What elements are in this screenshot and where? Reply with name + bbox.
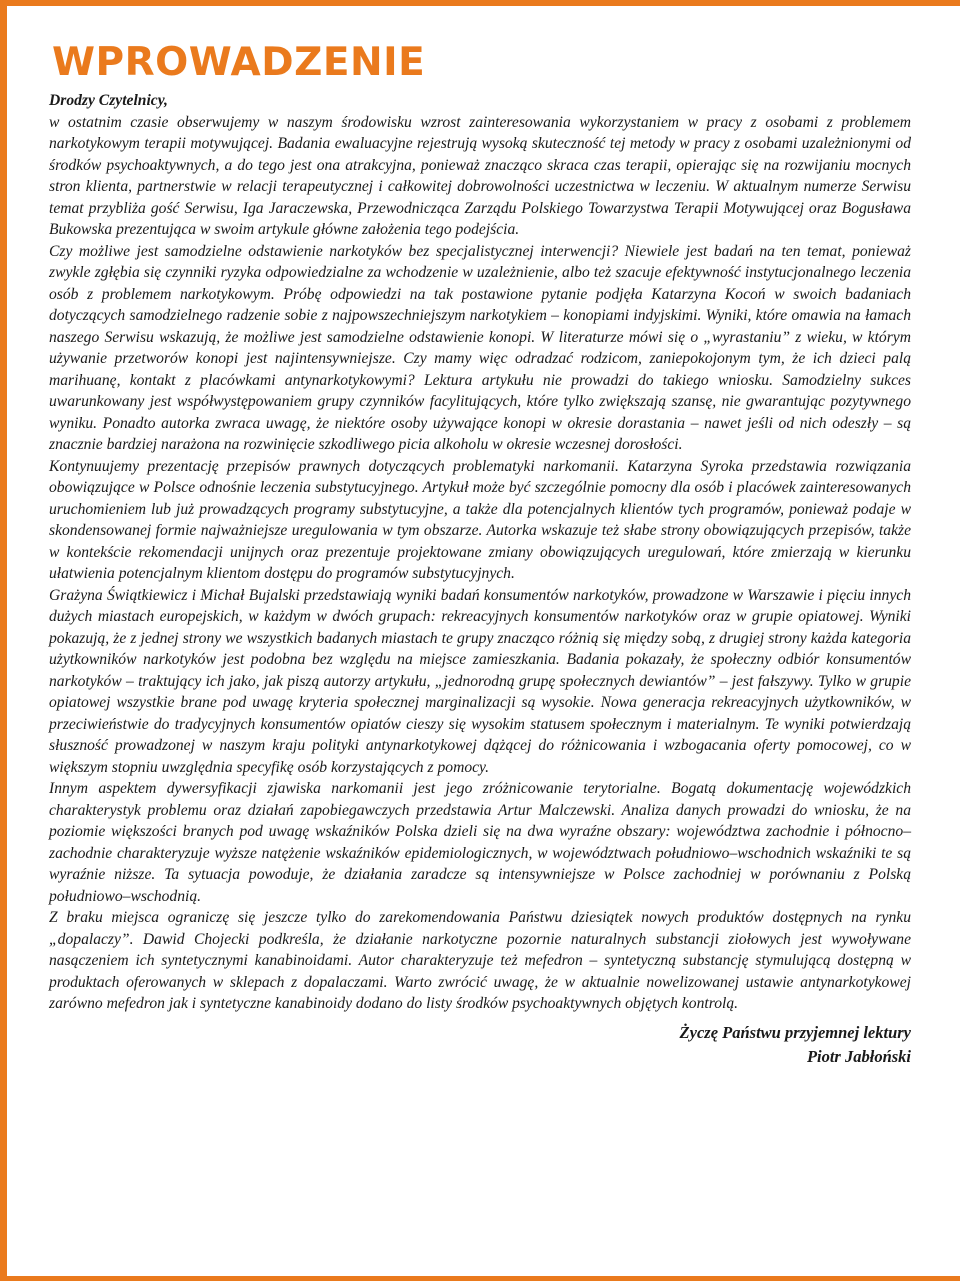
orange-frame-bottom xyxy=(0,1276,960,1281)
article-body xyxy=(49,90,911,1015)
orange-frame-left xyxy=(0,0,7,1281)
orange-frame-top xyxy=(0,0,960,6)
paragraph-legal-highs: Z braku miejsca ograniczę się jeszcze tylko do zarekomendowania Państwu dziesiątek nowych produktów dostępnych na rynku „dopalaczy”. Dawid Chojecki podkreśla, że działanie narkotyczne pozornie naturalnych substancji ziołowych jest wywoływane nasączeniem ich syntetycznymi kanabinoidami. Autor charakteryzuje też mefedron – syntetyczną substancję stymulującą dostępną w produktach oferowanych w sklepach z dopalaczami. Warto zwrócić uwagę, że w aktualnie nowelizowanej ustawie antynarkotykowej zarówno mefedron jak i syntetyczne kanabinoidy dodano do listy środków psychoaktywnych objętych kontrolą. xyxy=(49,909,911,1012)
page-title: WPROWADZENIE xyxy=(52,40,426,85)
greeting: Drodzy Czytelnicy, xyxy=(49,92,168,109)
author-signature: Piotr Jabłoński xyxy=(806,1046,911,1066)
closing-line: Życzę Państwu przyjemnej lektury xyxy=(679,1022,911,1042)
paragraph-substitution-law: Kontynuujemy prezentację przepisów prawnych dotyczących problematyki narkomanii. Katarzyna Syroka przedstawia rozwiązania obowiązujące w Polsce odnośnie leczenia substytucyjnego. Artykuł może być szczególnie pomocny dla osób i placówek zainteresowanych uruchomieniem lub już prowadzących programy substytucyjne, a także dla potencjalnych klientów tych programów, ponieważ podaje w skondensowanej formie najważniejsze uregulowania w tym obszarze. Autorka wskazuje też słabe strony obowiązujących przepisów, także w kontekście rekomendacji unijnych oraz prezentuje projektowane zmiany obowiązujących uregulowań, które zmierzają w kierunku ułatwienia potencjalnym klientom dostępu do programów substytucyjnych. xyxy=(49,457,911,582)
paragraph-motivational-therapy: w ostatnim czasie obserwujemy w naszym środowisku wzrost zainteresowania wykorzystaniem w pracy z osobami z problemem narkotykowym terapii motywującej. Badania ewaluacyjne rejestrują wysoką skuteczność tej metody w pracy z osobami uzależnionymi od środków psychoaktywnych, a do tego jest ona atrakcyjna, ponieważ znacząco skraca czas terapii, opierając się na rozwijaniu mocnych stron klienta, partnerstwie w relacji terapeutycznej i całkowitej dobrowolności uczestnictwa w leczeniu. W aktualnym numerze Serwisu temat przybliża gość Serwisu, Iga Jaraczewska, Przewodnicząca Zarządu Polskiego Towarzystwa Terapii Motywującej oraz Bogusława Bukowska prezentująca w swoim artykule główne założenia tego podejścia. xyxy=(49,113,911,238)
signoff xyxy=(49,1021,911,1069)
page-content xyxy=(49,38,911,1069)
paragraph-drug-consumers-study: Grażyna Świątkiewicz i Michał Bujalski przedstawiają wyniki badań konsumentów narkotyków, prowadzone w Warszawie i pięciu innych dużych miastach europejskich, w każdym w dwóch grupach: rekreacyjnych konsumentów narkotyków oraz w grupie opiatowej. Wyniki pokazują, że z jednej strony we wszystkich badanych miastach te grupy znacząco różnią się między sobą, z drugiej strony każda kategoria użytkowników narkotyków jest podobna bez względu na miejsce zamieszkania. Badania pokazały, że społeczny odbiór konsumentów narkotyków – traktujący ich jako, jak piszą autorzy artykułu, „jednorodną grupę społecznych dewiantów” – jest fałszywy. Tylko w grupie opiatowej wszystkie brane pod uwagę kryteria społecznej marginalizacji są wysokie. Nowa generacja rekreacyjnych użytkowników, w przeciwieństwie do tradycyjnych konsumentów opiatów cieszy się wysokim statusem społecznym i materialnym. Te wyniki potwierdzają słuszność prowadzonej w naszym kraju polityki antynarkotykowej dążącej do różnicowania i wzbogacania oferty pomocowej, co w większym stopniu uwzględnia specyfikę osób korzystających z pomocy. xyxy=(49,586,911,776)
paragraph-territorial-differences: Innym aspektem dywersyfikacji zjawiska narkomanii jest jego zróżnicowanie terytorialne. Bogatą dokumentację wojewódzkich charakterystyk problemu oraz działań zapobiegawczych przedstawia Artur Malczewski. Analiza danych prowadzi do wniosku, że na poziomie większości branych pod uwagę wskaźników Polska dzieli się na dwa wyraźne obszary: województwa zachodnie i północno–zachodnie charakteryzuje wyższe natężenie wskaźników epidemiologicznych, w województwach południowo–wschodnich wskaźniki te są wyraźnie niższe. Ta sytuacja powoduje, że działania zaradcze są intensywniejsze w Polsce zachodniej w porównaniu z Polską południowo–wschodnią. xyxy=(49,780,911,905)
paragraph-cannabis-quitting: Czy możliwe jest samodzielne odstawienie narkotyków bez specjalistycznej interwencji? Niewiele jest badań na ten temat, ponieważ zwykle zgłębia się czynniki ryzyka odpowiedzialne za wchodzenie w uzależnienie, albo też szacuje efektywność instytucjonalnego leczenia osób z problemem narkotykowym. Próbę odpowiedzi na tak postawione pytanie podjęła Katarzyna Kocoń w swoich badaniach dotyczących samodzielnego radzenie sobie z najpowszechniejszym narkotykiem – konopiami indyjskimi. Wyniki, które omawia na łamach naszego Serwisu wskazują, że możliwe jest samodzielne odstawienie konopi. W literaturze mówi się o „wyrastaniu” z wieku, w którym używanie przetworów konopi jest najintensywniejsze. Czy mamy więc odradzać rodzicom, zaniepokojonym tym, że ich dzieci palą marihuanę, kontakt z placówkami antynarkotykowymi? Lektura artykułu nie prowadzi do takiego wniosku. Samodzielny sukces uwarunkowany jest współwystępowaniem grupy czynników facylitujących, które tylko zwiększają szansę, nie gwarantując pozytywnego wyniku. Ponadto autorka zwraca uwagę, że niektóre osoby używające konopi w okresie dorastania – nawet jeśli od nich odeszły – są znacznie bardziej narażona na rozwinięcie szkodliwego picia alkoholu w okresie wczesnej dorosłości. xyxy=(49,242,911,453)
